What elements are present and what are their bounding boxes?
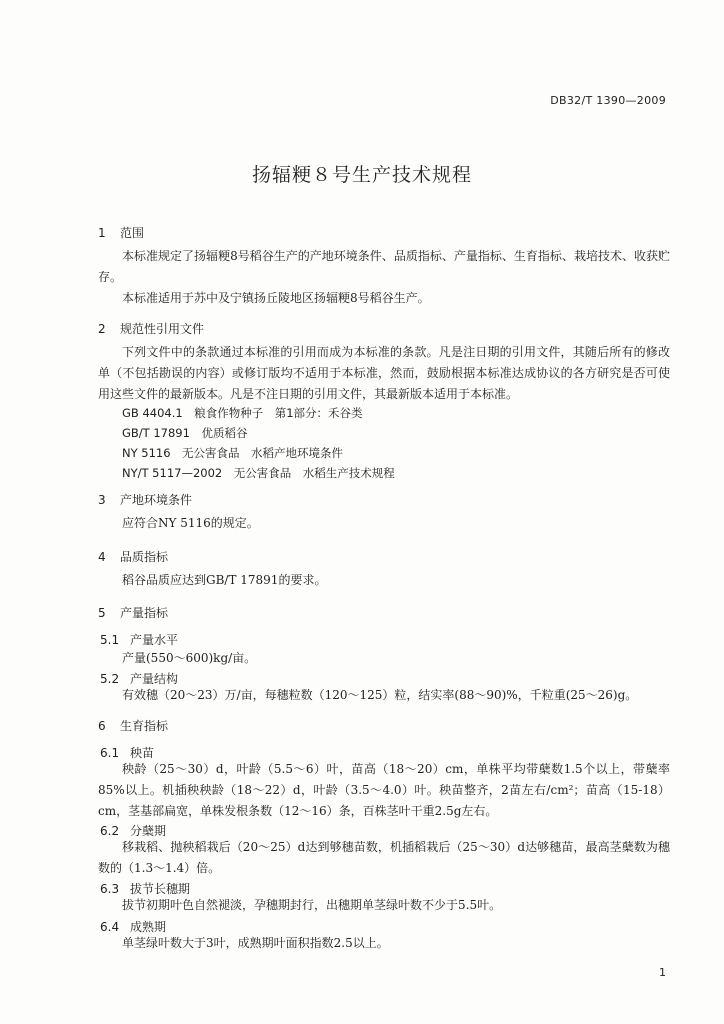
subsection-number: 5.1 (100, 633, 120, 647)
section-title: 产量指标 (120, 606, 169, 620)
subsection-number: 6.3 (100, 882, 120, 896)
section-title: 范围 (120, 226, 145, 240)
section-2-paragraph-1: 下列文件中的条款通过本标准的引用而成为本标准的条款。凡是注日期的引用文件，其随后所有的修改单（不包括勘误的内容）或修订版均不适用于本标准，然而，鼓励根据本标准达成协议的各方研究是否可使用这些文件的最新版本。凡是不注日期的引用文件，其最新版本适用于本标准。 (98, 345, 670, 401)
document-title: 扬辐粳８号生产技术规程 (251, 164, 472, 186)
subsection-6-4-paragraph: 单茎绿叶数大于3叶，成熟期叶面积指数2.5以上。 (122, 936, 389, 950)
subsection-title: 成熟期 (130, 920, 167, 934)
section-number: 2 (98, 322, 106, 336)
section-number: 6 (98, 719, 106, 733)
subsection-number: 6.4 (100, 920, 120, 934)
reference-item: GB 4404.1 粮食作物种子 第1部分：禾谷类 (122, 406, 363, 420)
section-3-paragraph-1: 应符合NY 5116的规定。 (122, 516, 259, 530)
section-3-heading (98, 491, 192, 508)
reference-item: NY 5116 无公害食品 水稻产地环境条件 (122, 446, 344, 460)
subsection-number: 6.2 (100, 824, 120, 838)
section-2-heading (98, 320, 204, 337)
subsection-5-1-paragraph: 产量(550～600)kg/亩。 (122, 651, 257, 665)
section-number: 5 (98, 606, 106, 620)
reference-item: NY/T 5117—2002 无公害食品 水稻生产技术规程 (122, 466, 395, 480)
subsection-title: 产量水平 (130, 633, 179, 647)
section-title: 产地环境条件 (120, 493, 193, 507)
subsection-title: 产量结构 (130, 672, 179, 686)
section-1-paragraph-1: 本标准规定了扬辐粳8号稻谷生产的产地环境条件、品质指标、产量指标、生育指标、栽培技术、收获贮存。 (98, 249, 670, 284)
subsection-title: 分蘖期 (130, 824, 167, 838)
reference-item: GB/T 17891 优质稻谷 (122, 426, 248, 440)
section-title: 规范性引用文件 (120, 322, 205, 336)
subsection-number: 6.1 (100, 746, 120, 760)
subsection-6-2-paragraph: 移栽稻、抛秧稻栽后（20～25）d达到够穗苗数，机插稻栽后（25～30）d达够穗苗，最高茎蘖数为穗数的（1.3～1.4）倍。 (98, 840, 670, 875)
section-title: 生育指标 (120, 719, 169, 733)
section-1-heading (98, 224, 144, 241)
subsection-5-2-paragraph: 有效穗（20～23）万/亩，每穗粒数（120～125）粒，结实率(88～90)%，千粒重(25～26)g。 (122, 688, 638, 702)
section-number: 3 (98, 493, 106, 507)
subsection-6-3-paragraph: 拔节初期叶色自然褪淡，孕穗期封行，出穗期单茎绿叶数不少于5.5叶。 (122, 898, 502, 912)
subsection-number: 5.2 (100, 672, 120, 686)
section-1-paragraph-2: 本标准适用于苏中及宁镇扬丘陵地区扬辐粳8号稻谷生产。 (122, 291, 430, 305)
section-4-heading (98, 548, 168, 565)
section-5-heading (98, 604, 168, 621)
subsection-5-1-heading (100, 631, 178, 648)
section-6-heading (98, 717, 168, 734)
section-title: 品质指标 (120, 550, 169, 564)
section-number: 1 (98, 226, 106, 240)
subsection-title: 秧苗 (130, 746, 155, 760)
page-number: 1 (659, 966, 666, 979)
standard-code: DB32/T 1390—2009 (550, 94, 666, 107)
section-4-paragraph-1: 稻谷品质应达到GB/T 17891的要求。 (122, 573, 327, 587)
subsection-title: 拔节长穗期 (130, 882, 191, 896)
section-number: 4 (98, 550, 106, 564)
subsection-6-1-paragraph: 秧龄（25～30）d，叶龄（5.5～6）叶，苗高（18～20）cm，单株平均带蘖数1.5个以上，带蘖率85%以上。机插秧秧龄（18～22）d，叶龄（3.5～4.0）叶。秧苗整齐，2苗左右/cm²；苗高（15-18）cm，茎基部扁宽，单株发根条数（12～16）条，百株茎叶干重2.5g左右。 (98, 762, 670, 818)
